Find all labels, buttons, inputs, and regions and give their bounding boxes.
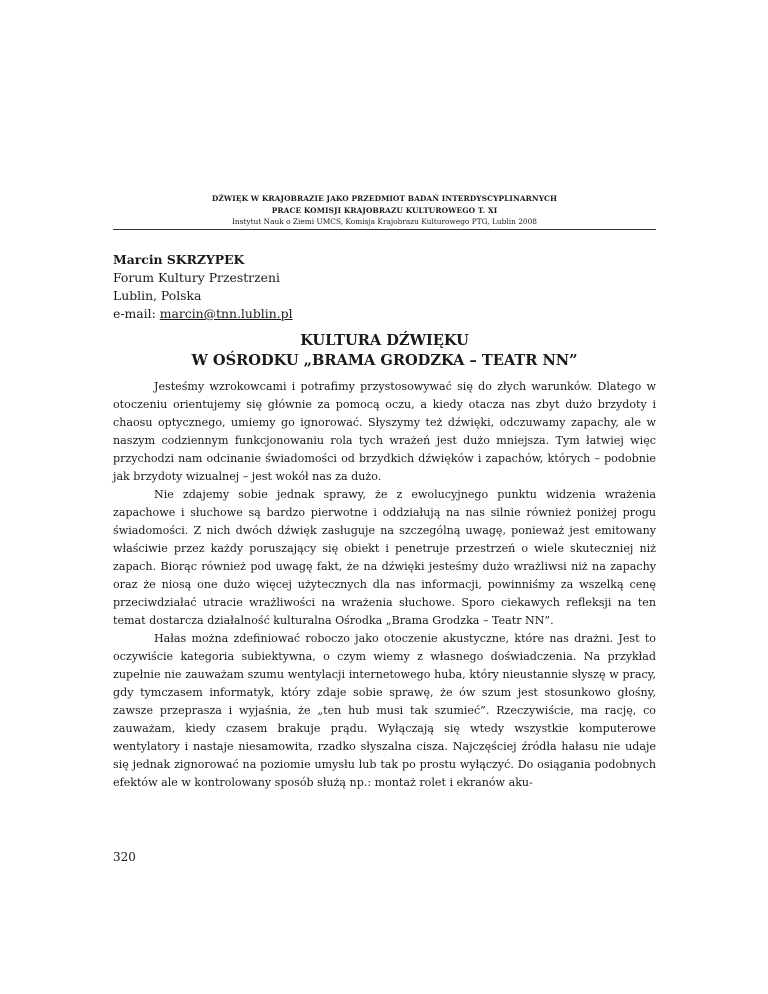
paragraph-3: Hałas można zdefiniować roboczo jako otoczenie akustyczne, które nas drażni. Jest to oczywiście kategoria subiektywna, o czym wiemy z własnego doświadczenia. Na przykład zupełnie nie zauważam szumu wentylacji internetowego huba, który nieustannie słyszę w pracy, gdy tymczasem informatyk, który zdaje sobie sprawę, że ów szum jest stosunkowo głośny, zawsze przeprasza i wyjaśnia, że „ten hub musi tak szumieć”. Rzeczywiście, ma rację, co zauważam, kiedy czasem brakuje prądu. Wyłączają się wtedy wszystkie komputerowe wentylatory i nastaje niesamowita, rzadko słyszalna cisza. Najczęściej źródła hałasu nie udaje się jednak zignorować na poziomie umysłu lub tak po prostu wyłączyć. Do osiągania podobnych efektów ale w kontrolowany sposób służą np.: montaż rolet i ekranów aku- xyxy=(113,632,656,789)
author-email-line xyxy=(113,305,513,323)
author-block xyxy=(113,251,513,323)
running-header xyxy=(113,193,656,228)
article-body xyxy=(113,378,656,792)
author-affiliation: Forum Kultury Przestrzeni xyxy=(113,270,280,285)
email-label: e-mail: xyxy=(113,306,160,321)
author-name: Marcin SKRZYPEK xyxy=(113,252,245,267)
title-line-1: KULTURA DŹWIĘKU xyxy=(300,332,469,349)
page-number: 320 xyxy=(113,850,136,864)
running-header-publisher: Instytut Nauk o Ziemi UMCS, Komisja Krajobrazu Kulturowego PTG, Lublin 2008 xyxy=(231,217,538,226)
title-line-2: W OŚRODKU „BRAMA GRODZKA – TEATR NN” xyxy=(191,351,578,369)
header-divider xyxy=(113,229,656,230)
email-link[interactable]: marcin@tnn.lublin.pl xyxy=(159,306,293,321)
article-title xyxy=(113,331,656,370)
paragraph-1: Jesteśmy wzrokowcami i potrafimy przystosowywać się do złych warunków. Dlatego w otoczeniu orientujemy się głównie za pomocą oczu, a kiedy otacza nas zbyt dużo brzydoty i chaosu optycznego, umiemy go ignorować. Słyszymy też dźwięki, odczuwamy zapachy, ale w naszym codziennym funkcjonowaniu rola tych wrażeń jest dużo mniejsza. Tym łatwiej więc przychodzi nam odcinanie świadomości od brzydkich dźwięków i zapachów, których – podobnie jak brzydoty wizualnej – jest wokół nas za dużo. xyxy=(113,380,656,483)
running-header-title: DŹWIĘK W KRAJOBRAZIE JAKO PRZEDMIOT BADAŃ INTERDYSCYPLINARNYCH xyxy=(211,194,558,203)
running-header-series: PRACE KOMISJI KRAJOBRAZU KULTUROWEGO T. XI xyxy=(271,205,498,215)
author-location: Lublin, Polska xyxy=(113,288,202,303)
paragraph-2: Nie zdajemy sobie jednak sprawy, że z ewolucyjnego punktu widzenia wrażenia zapachowe i słuchowe są bardzo pierwotne i oddziałują na nas silnie również poniżej progu świadomości. Z nich dwóch dźwięk zasługuje na szczególną uwagę, ponieważ jest emitowany właściwie przez każdy poruszający się obiekt i penetruje przestrzeń o wiele skuteczniej niż zapach. Biorąc również pod uwagę fakt, że na dźwięki jesteśmy dużo wrażliwsi niż na zapachy oraz że niosą one dużo więcej użytecznych dla nas informacji, powinniśmy za wszelką cenę przeciwdziałać utracie wrażliwości na wrażenia słuchowe. Sporo ciekawych refleksji na ten temat dostarcza działalność kulturalna Ośrodka „Brama Grodzka – Teatr NN”. xyxy=(113,488,656,627)
